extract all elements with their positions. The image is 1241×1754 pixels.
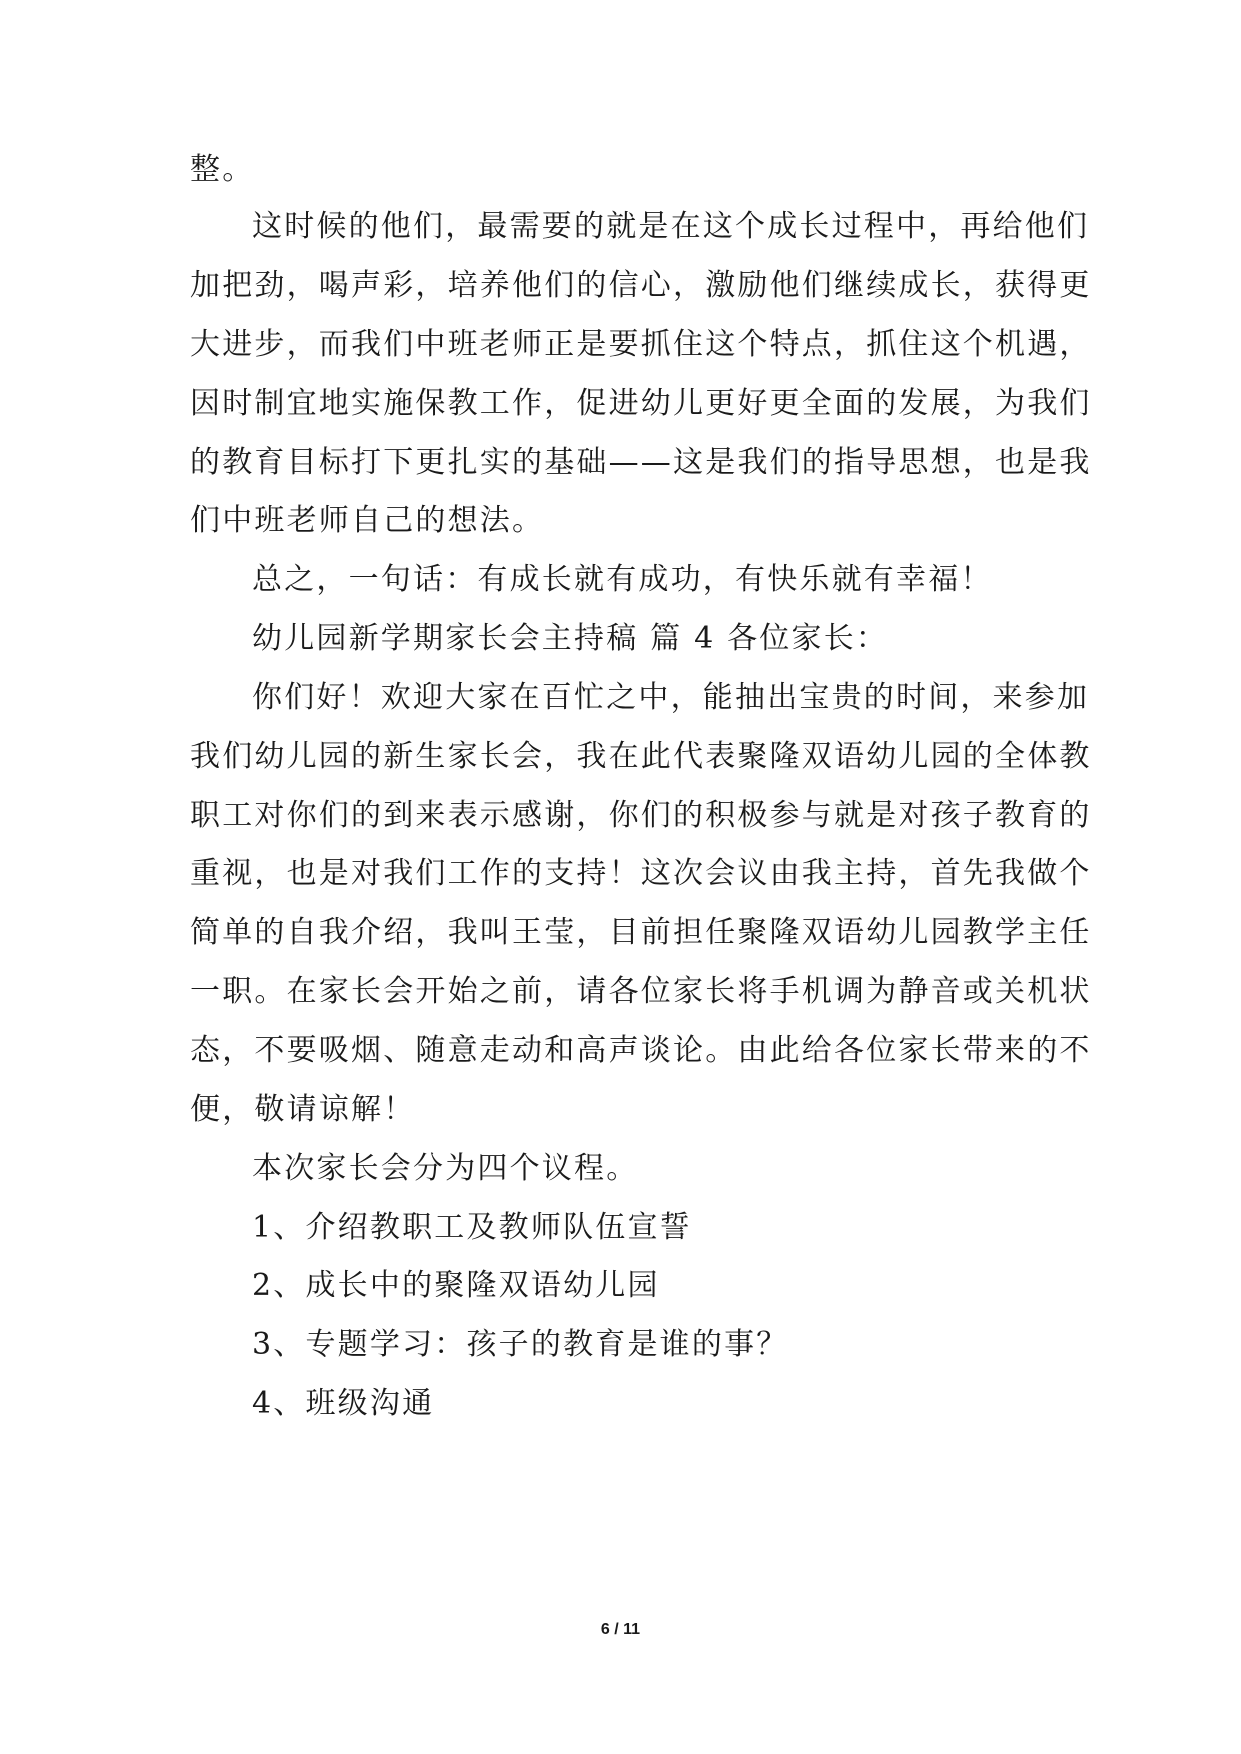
section-heading: 幼儿园新学期家长会主持稿 篇 4 各位家长： <box>252 621 889 656</box>
list-item: 1、介绍教职工及教师队伍宣誓 <box>252 1210 692 1245</box>
text-line: 因时制宜地实施保教工作，促进幼儿更好更全面的发展，为我们 <box>190 386 1092 421</box>
text-line: 总之，一句话：有成长就有成功，有快乐就有幸福！ <box>252 562 993 597</box>
text-line: 的教育目标打下更扎实的基础——这是我们的指导思想，也是我 <box>190 445 1092 480</box>
list-item: 2、成长中的聚隆双语幼儿园 <box>252 1268 660 1303</box>
text-line: 简单的自我介绍，我叫王莹，目前担任聚隆双语幼儿园教学主任 <box>190 915 1092 950</box>
text-line: 们中班老师自己的想法。 <box>190 503 545 538</box>
text-line: 便，敬请谅解！ <box>190 1092 416 1127</box>
text-line: 加把劲，喝声彩，培养他们的信心，激励他们继续成长，获得更 <box>190 268 1092 303</box>
text-line: 我们幼儿园的新生家长会，我在此代表聚隆双语幼儿园的全体教 <box>190 739 1092 774</box>
text-line: 态，不要吸烟、随意走动和高声谈论。由此给各位家长带来的不 <box>190 1033 1092 1068</box>
text-line: 职工对你们的到来表示感谢，你们的积极参与就是对孩子教育的 <box>190 798 1092 833</box>
page-number: 6 / 11 <box>600 1621 641 1638</box>
text-line: 大进步，而我们中班老师正是要抓住这个特点，抓住这个机遇， <box>190 327 1092 362</box>
text-line: 整。 <box>190 152 255 187</box>
text-line: 本次家长会分为四个议程。 <box>252 1151 639 1186</box>
text-line: 重视，也是对我们工作的支持！这次会议由我主持，首先我做个 <box>190 856 1092 891</box>
list-item: 4、班级沟通 <box>252 1386 435 1421</box>
list-item: 3、专题学习：孩子的教育是谁的事？ <box>252 1327 789 1362</box>
text-line: 一职。在家长会开始之前，请各位家长将手机调为静音或关机状 <box>190 974 1092 1009</box>
text-line: 这时候的他们，最需要的就是在这个成长过程中，再给他们 <box>252 209 1090 244</box>
text-line: 你们好！欢迎大家在百忙之中，能抽出宝贵的时间，来参加 <box>252 680 1090 715</box>
